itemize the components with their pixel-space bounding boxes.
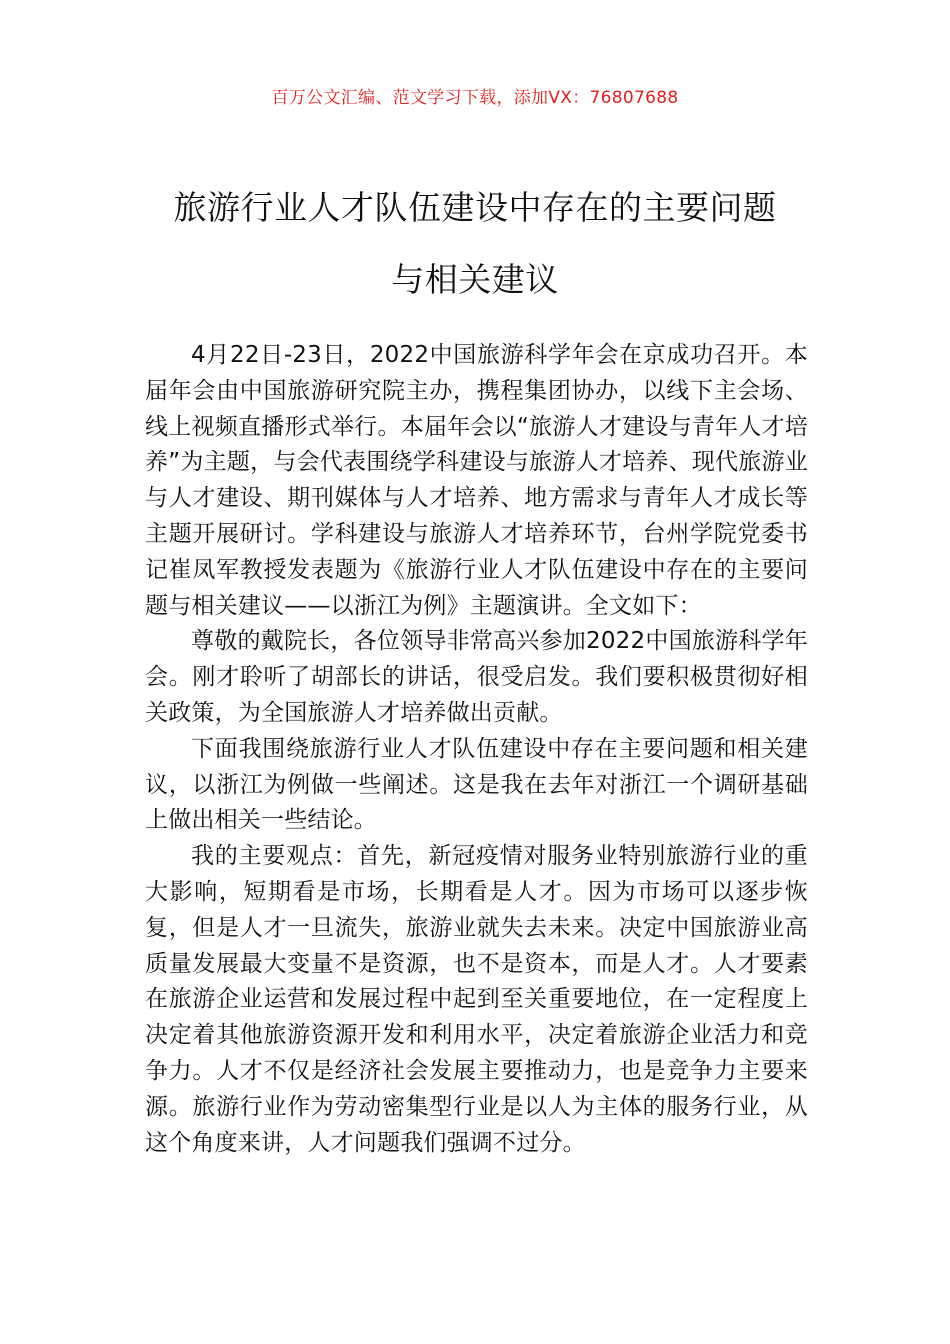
paragraph-main-view: 我的主要观点：首先，新冠疫情对服务业特别旅游行业的重大影响，短期看是市场，长期看是人才。因为市场可以逐步恢复，但是人才一旦流失，旅游业就失去未来。决定中国旅游业高质量发展最大变量不是资源，也不是资本，而是人才。人才要素在旅游企业运营和发展过程中起到至关重要地位，在一定程度上决定着其他旅游资源开发和利用水平，决定着旅游企业活力和竞争力。人才不仅是经济社会发展主要推动力，也是竞争力主要来源。旅游行业作为劳动密集型行业是以人为主体的服务行业，从这个角度来讲，人才问题我们强调不过分。 [145, 843, 808, 1156]
document-body [145, 338, 808, 1161]
title-line-2: 与相关建议 [391, 260, 559, 299]
title-line-1: 旅游行业人才队伍建设中存在的主要问题 [173, 188, 777, 227]
paragraph-greeting: 尊敬的戴院长，各位领导非常高兴参加2022中国旅游科学年会。刚才聆听了胡部长的讲话，很受启发。我们要积极贯彻好相关政策，为全国旅游人才培养做出贡献。 [145, 628, 808, 726]
header-banner: 百万公文汇编、范文学习下载，添加VX：76807688 [271, 88, 679, 108]
paragraph-intro: 4月22日-23日，2022中国旅游科学年会在京成功召开。本届年会由中国旅游研究院主办，携程集团协办，以线下主会场、线上视频直播形式举行。本届年会以“旅游人才建设与青年人才培养”为主题，与会代表围绕学科建设与旅游人才培养、现代旅游业与人才建设、期刊媒体与人才培养、地方需求与青年人才成长等主题开展研讨。学科建设与旅游人才培养环节，台州学院党委书记崔凤军教授发表题为《旅游行业人才队伍建设中存在的主要问题与相关建议——以浙江为例》主题演讲。全文如下： [145, 342, 808, 619]
document-title [140, 172, 810, 316]
paragraph-outline: 下面我围绕旅游行业人才队伍建设中存在主要问题和相关建议，以浙江为例做一些阐述。这是我在去年对浙江一个调研基础上做出相关一些结论。 [145, 735, 808, 834]
